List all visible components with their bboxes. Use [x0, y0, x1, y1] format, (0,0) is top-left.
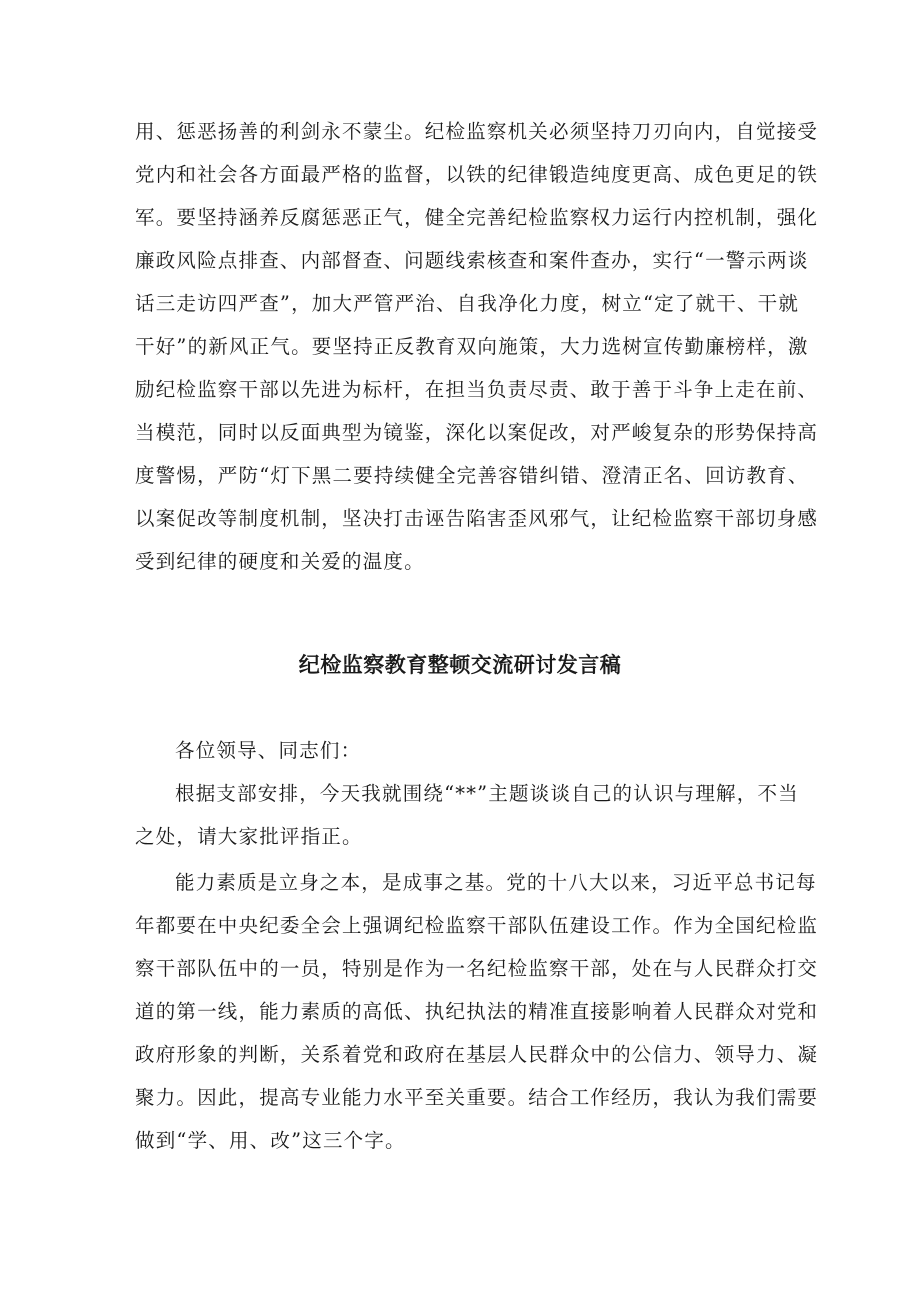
text-line: 廉政风险点排查、内部督查、问题线索核查和案件查办，实行“一警示两谈: [135, 249, 809, 272]
text-line: 军。要坚持涵养反腐惩恶正气，健全完善纪检监察权力运行内控机制，强化: [135, 206, 819, 229]
text-line: 年都要在中央纪委全会上强调纪检监察干部队伍建设工作。作为全国纪检监: [135, 914, 819, 937]
document-title: 纪检监察教育整顿交流研讨发言稿: [298, 653, 622, 677]
text-line: 察干部队伍中的一员，特别是作为一名纪检监察干部，处在与人民群众打交: [135, 957, 819, 980]
text-line: 度警惕，严防“灯下黑二要持续健全完善容错纠错、澄清正名、回访教育、: [135, 464, 809, 487]
text-line: 干好”的新风正气。要坚持正反教育双向施策，大力选树宣传勤廉榜样，激: [135, 335, 809, 358]
text-line: 之处，请大家批评指正。: [135, 825, 363, 848]
text-line: 能力素质是立身之本，是成事之基。党的十八大以来，习近平总书记每: [175, 871, 817, 894]
text-line: 当模范，同时以反面典型为镜鉴，深化以案促改，对严峻复杂的形势保持高: [135, 421, 819, 444]
text-line: 做到“学、用、改”这三个字。: [135, 1129, 406, 1152]
salutation: 各位领导、同志们：: [175, 739, 362, 762]
text-line: 受到纪律的硬度和关爱的温度。: [135, 550, 425, 573]
text-line: 根据支部安排，今天我就围绕“**”主题谈谈自己的认识与理解，不当: [175, 782, 799, 805]
text-line: 政府形象的判断，关系着党和政府在基层人民群众中的公信力、领导力、凝: [135, 1043, 819, 1066]
text-line: 用、惩恶扬善的利剑永不蒙尘。纪检监察机关必须坚持刀刃向内，自觉接受: [135, 120, 819, 143]
text-line: 党内和社会各方面最严格的监督，以铁的纪律锻造纯度更高、成色更足的铁: [135, 163, 819, 186]
text-line: 道的第一线，能力素质的高低、执纪执法的精准直接影响着人民群众对党和: [135, 1000, 819, 1023]
text-line: 聚力。因此，提高专业能力水平至关重要。结合工作经历，我认为我们需要: [135, 1086, 819, 1109]
text-line: 以案促改等制度机制，坚决打击诬告陷害歪风邪气，让纪检监察干部切身感: [135, 507, 819, 530]
text-line: 励纪检监察干部以先进为标杆，在担当负责尽责、敢于善于斗争上走在前、: [135, 378, 819, 401]
text-line: 话三走访四严查”，加大严管严治、自我净化力度，树立“定了就干、干就: [135, 292, 800, 315]
